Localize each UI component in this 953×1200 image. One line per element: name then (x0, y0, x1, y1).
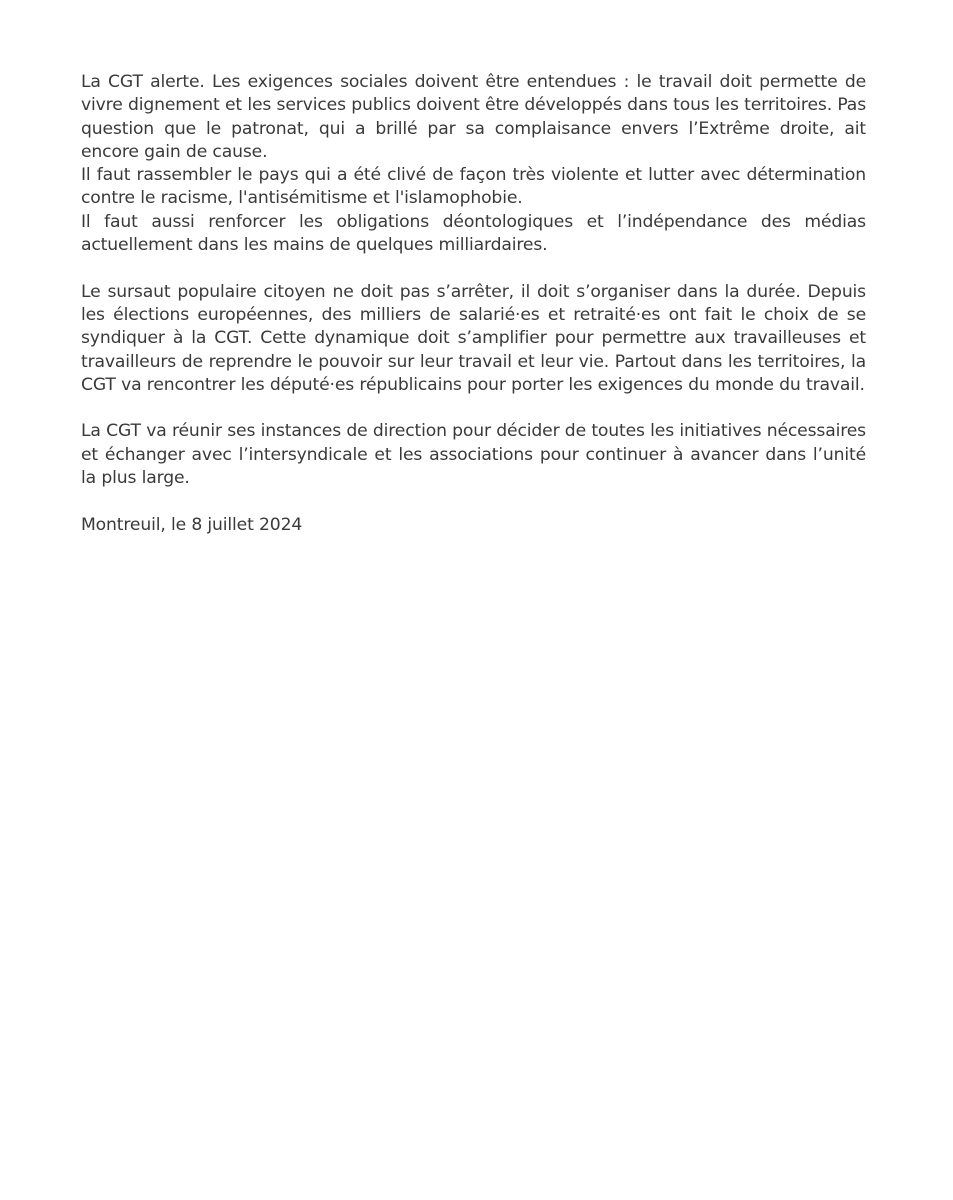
paragraph-line: Le sursaut populaire citoyen ne doit pas s’arrêter, il doit s’organiser dans la durée. Depuis les élections européennes, des milliers de salarié·es et retraité·es ont fait le choix de se syndiquer à la CGT. Cette dynamique doit s’amplifier pour permettre aux travailleuses et travailleurs de reprendre le pouvoir sur leur travail et leur vie. Partout dans les territoires, la CGT va rencontrer les député·es républicains pour porter les exigences du monde du travail. (81, 281, 866, 395)
paragraph-line: La CGT va réunir ses instances de direction pour décider de toutes les initiatives nécessaires et échanger avec l’intersyndicale et les associations pour continuer à avancer dans l’unité la plus large. (81, 421, 866, 489)
paragraph-instances-direction (81, 420, 866, 490)
paragraph-line: Il faut aussi renforcer les obligations déontologiques et l’indépendance des médias actuellement dans les mains de quelques milliardaires. (81, 211, 866, 256)
paragraph-cgt-alerte (81, 71, 866, 257)
paragraph-line: Il faut rassembler le pays qui a été clivé de façon très violente et lutter avec détermination contre le racisme, l'antisémitisme et l'islamophobie. (81, 165, 866, 209)
paragraph-sursaut-populaire (81, 281, 866, 397)
signature-date: Montreuil, le 8 juillet 2024 (81, 514, 303, 535)
paragraph-line: La CGT alerte. Les exigences sociales doivent être entendues : le travail doit permette de vivre dignement et les services publics doivent être développés dans tous les territoires. Pas question que le patronat, qui a brillé par sa complaisance envers l’Extrême droite, ait encore gain de cause. (81, 72, 866, 162)
document-body (81, 71, 866, 537)
